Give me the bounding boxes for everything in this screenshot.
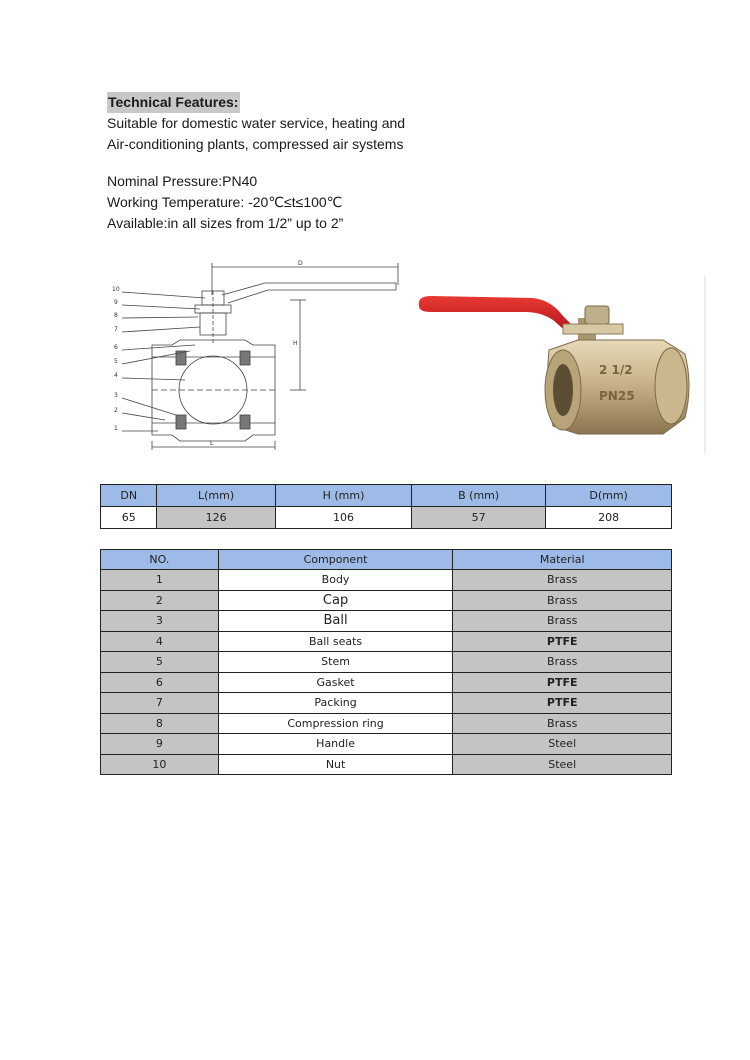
valve-section-drawing	[110, 255, 410, 455]
row-no: 3	[101, 611, 219, 632]
table-row	[101, 631, 672, 652]
table-row	[101, 590, 672, 611]
dim-header-l: L(mm)	[157, 485, 275, 507]
table-row	[101, 672, 672, 693]
valve-photo	[413, 268, 713, 458]
drawing-label-5: 5	[114, 358, 118, 365]
row-no: 8	[101, 713, 219, 734]
dim-header-h: H (mm)	[275, 485, 411, 507]
table-row	[101, 734, 672, 755]
dim-value-dn: 65	[101, 507, 157, 529]
spec-temperature: Working Temperature: -20℃≤t≤100℃	[107, 194, 343, 210]
row-no: 6	[101, 672, 219, 693]
drawing-label-3: 3	[114, 392, 118, 399]
dimension-d-label: D	[298, 260, 303, 267]
dimension-h-label: H	[293, 340, 298, 347]
dimensions-table	[100, 484, 672, 529]
row-no: 1	[101, 570, 219, 591]
row-material: Brass	[453, 590, 672, 611]
spec-pressure: Nominal Pressure:PN40	[107, 173, 258, 189]
row-component: Handle	[218, 734, 453, 755]
comp-header-component: Component	[218, 550, 453, 570]
table-row	[101, 652, 672, 673]
dim-header-dn: DN	[101, 485, 157, 507]
row-component: Ball	[218, 611, 453, 632]
row-material: Brass	[453, 713, 672, 734]
table-row	[101, 693, 672, 714]
row-material: Brass	[453, 570, 672, 591]
spec-availability: Available:in all sizes from 1/2” up to 2”	[107, 215, 344, 231]
row-material: PTFE	[453, 631, 672, 652]
components-table	[100, 549, 672, 775]
row-no: 5	[101, 652, 219, 673]
row-no: 7	[101, 693, 219, 714]
row-material: Brass	[453, 652, 672, 673]
dimension-l-label: L	[210, 440, 214, 447]
components-header-row	[101, 550, 672, 570]
drawing-label-8: 8	[114, 312, 118, 319]
dim-header-d: D(mm)	[546, 485, 672, 507]
drawing-label-6: 6	[114, 344, 118, 351]
table-row	[101, 570, 672, 591]
photo-size-marking: 2 1/2	[599, 363, 633, 377]
photo-pressure-marking: PN25	[599, 389, 635, 403]
dimensions-header-row	[101, 485, 672, 507]
row-component: Body	[218, 570, 453, 591]
dim-header-b: B (mm)	[412, 485, 546, 507]
drawing-label-4: 4	[114, 372, 118, 379]
drawing-label-10: 10	[112, 286, 120, 293]
row-material: PTFE	[453, 672, 672, 693]
dim-value-h: 106	[275, 507, 411, 529]
drawing-label-9: 9	[114, 299, 118, 306]
table-row	[101, 754, 672, 775]
table-row	[101, 611, 672, 632]
row-material: Brass	[453, 611, 672, 632]
row-component: Ball seats	[218, 631, 453, 652]
drawing-label-7: 7	[114, 326, 118, 333]
row-no: 9	[101, 734, 219, 755]
row-material: Steel	[453, 734, 672, 755]
features-line-1: Suitable for domestic water service, heating and	[107, 115, 406, 131]
features-line-2: Air-conditioning plants, compressed air systems	[107, 136, 404, 152]
dimensions-value-row	[101, 507, 672, 529]
drawing-label-1: 1	[114, 425, 118, 432]
comp-header-material: Material	[453, 550, 672, 570]
drawing-label-2: 2	[114, 407, 118, 414]
row-component: Stem	[218, 652, 453, 673]
table-row	[101, 713, 672, 734]
row-no: 2	[101, 590, 219, 611]
row-component: Gasket	[218, 672, 453, 693]
technical-features	[107, 92, 405, 234]
dim-value-b: 57	[412, 507, 546, 529]
comp-header-no: NO.	[101, 550, 219, 570]
dim-value-l: 126	[157, 507, 275, 529]
row-component: Nut	[218, 754, 453, 775]
row-component: Cap	[218, 590, 453, 611]
row-material: Steel	[453, 754, 672, 775]
row-no: 4	[101, 631, 219, 652]
handle-red	[419, 296, 575, 334]
dim-value-d: 208	[546, 507, 672, 529]
row-material: PTFE	[453, 693, 672, 714]
row-component: Compression ring	[218, 713, 453, 734]
row-component: Packing	[218, 693, 453, 714]
row-no: 10	[101, 754, 219, 775]
features-heading: Technical Features:	[107, 92, 240, 113]
